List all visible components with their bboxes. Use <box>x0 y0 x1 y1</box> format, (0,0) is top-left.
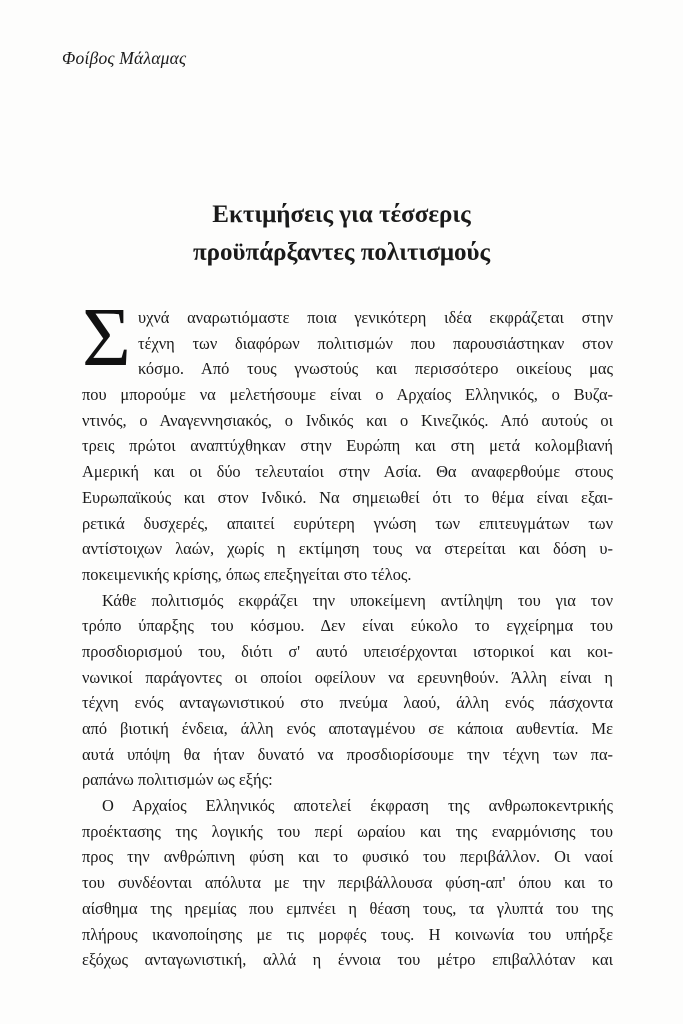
text-line: Ευρωπαϊκούς και στον Ινδικό. Να σημειωθεί ότι το θέμα είναι εξαι- <box>82 487 613 507</box>
text-line: προσδιορισμού του, διότι σ' αυτό υπεισέρχονται ιστορικοί και κοι- <box>82 641 613 661</box>
text-line: πλήρους ικανοποίησης με τις μορφές τους. Η κοινωνία του υπήρξε <box>82 924 613 944</box>
text-line: του συνδέονται απόλυτα με την περιβάλλουσα φύση-απ' όπου και το <box>82 873 613 893</box>
chapter-title-line-1: Εκτιμήσεις για τέσσερις <box>212 201 471 228</box>
text-line: προς την ανθρώπινη φύση και το φυσικό του περιβάλλον. Οι ναοί <box>82 847 613 867</box>
text-line: τέχνη ενός ανταγωνιστικού στο πνεύμα λαού, άλλη ενός πάσχοντα <box>82 693 613 713</box>
text-line: κόσμο. Από τους γνωστούς και περισσότερο οικείους μας <box>138 359 613 379</box>
text-line: Ο Αρχαίος Ελληνικός αποτελεί έκφραση της ανθρωποκεντρικής <box>102 796 613 816</box>
text-line: τρόπο ύπαρξης του κόσμου. Δεν είναι εύκολο το εγχείρημα του <box>82 616 613 636</box>
text-line: από βιοτική ένδεια, άλλη ενός αποταγμένου σε κάποια αυθεντία. Με <box>82 719 613 738</box>
text-line: προέκτασης της λογικής του περί ωραίου και της εναρμόνισης του <box>82 821 613 841</box>
text-line: ντινός, ο Αναγεννησιακός, ο Ινδικός και ο Κινεζικός. Από αυτούς οι <box>82 410 613 430</box>
body-text <box>82 305 613 973</box>
text-line: τρεις πρώτοι αναπτύχθηκαν στην Ευρώπη και στη μετά κολομβιανή <box>82 436 613 456</box>
text-line: ρετικά δυσχερές, απαιτεί ευρύτερη γνώση των επιτευγμάτων των <box>82 513 613 533</box>
text-line: εξόχως ανταγωνιστική, αλλά η έννοια του μέτρο επιβαλλόταν και <box>82 950 613 970</box>
text-line: που μπορούμε να μελετήσουμε είναι ο Αρχαίος Ελληνικός, ο Βυζα- <box>82 385 613 405</box>
text-line: αίσθημα της ηρεμίας που εμπνέει η θέαση τους, τα γλυπτά του της <box>82 898 613 918</box>
chapter-title <box>70 196 613 272</box>
drop-cap: Σ <box>82 291 131 384</box>
text-line: τέχνη των διαφόρων πολιτισμών που παρουσιάστηκαν στον <box>138 333 613 353</box>
running-header-author: Φοίβος Μάλαμας <box>62 48 187 68</box>
text-line: νωνικοί παράγοντες οι οποίοι οφείλουν να ερευνηθούν. Άλλη είναι η <box>82 667 613 687</box>
text-line: ποκειμενικής κρίσης, όπως επεξηγείται στο τέλος. <box>82 564 412 584</box>
text-line: αυτά υπόψη θα ήταν δυνατό να προσδιορίσουμε την τέχνη των πα- <box>82 744 613 764</box>
text-line: ραπάνω πολιτισμών ως εξής: <box>82 770 273 790</box>
text-line: αντίστοιχων λαών, χωρίς η εκτίμηση τους να στερείται και δόση υ- <box>82 539 613 559</box>
text-line: Αμερική και οι δύο τελευταίοι στην Ασία. Θα αναφερθούμε στους <box>82 462 613 482</box>
text-line: υχνά αναρωτιόμαστε ποια γενικότερη ιδέα εκφράζεται στην <box>138 308 613 327</box>
text-line: Κάθε πολιτισμός εκφράζει την υποκείμενη αντίληψη του για τον <box>102 590 613 610</box>
chapter-title-line-2: προϋπάρξαντες πολιτισμούς <box>192 239 491 266</box>
